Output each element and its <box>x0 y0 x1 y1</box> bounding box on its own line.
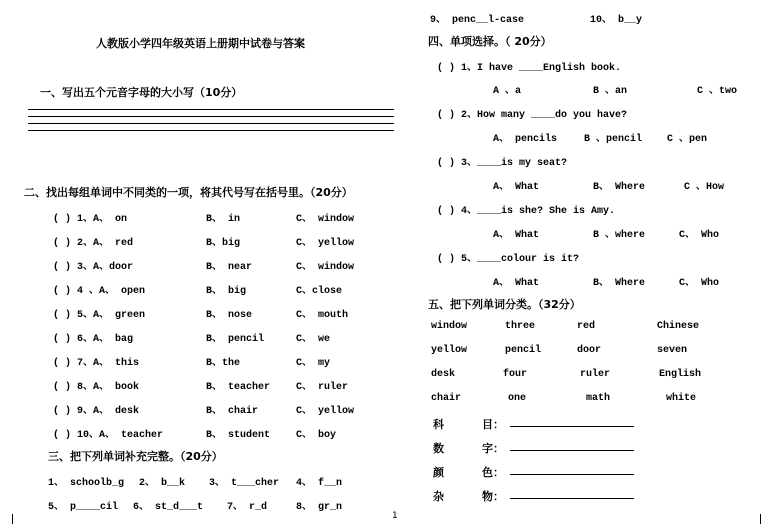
fill-item-8: 8、 gr_n <box>296 502 343 513</box>
mc-q5-option-c: C、 Who <box>679 278 720 289</box>
s2-row-4-prompt: ( ) 4 、A、 open <box>53 286 146 297</box>
s2-row-4-c: C、close <box>296 286 343 297</box>
s2-row-10-b: B、 student <box>206 430 271 441</box>
s2-row-1-c: C、 window <box>296 214 355 225</box>
s2-row-6-prompt: ( ) 6、A、 bag <box>53 334 134 345</box>
category-answer-line <box>510 498 634 499</box>
mc-question-3: ( ) 3、____is my seat? <box>437 158 568 169</box>
fill-item-9: 9、 penc__l-case <box>430 15 525 26</box>
s2-row-1-b: B、 in <box>206 214 241 225</box>
s2-row-10-prompt: ( ) 10、A、 teacher <box>53 430 164 441</box>
answer-line <box>28 130 394 131</box>
answer-line <box>28 116 394 117</box>
mc-q3-option-c: C 、How <box>684 182 725 193</box>
classify-word: white <box>666 393 697 404</box>
page-corner-mark <box>12 514 13 524</box>
mc-q4-option-c: C、 Who <box>679 230 720 241</box>
mc-q1-option-a: A 、a <box>493 86 522 97</box>
s2-row-6-c: C、 we <box>296 334 331 345</box>
classify-word: door <box>577 345 602 356</box>
fill-item-3: 3、 t___cher <box>209 478 280 489</box>
s2-row-5-c: C、 mouth <box>296 310 349 321</box>
s2-row-7-prompt: ( ) 7、A、 this <box>53 358 140 369</box>
classify-word: ruler <box>580 369 611 380</box>
fill-item-1: 1、 schoolb_g <box>48 478 125 489</box>
category-label-number-b: 字： <box>482 442 504 455</box>
mc-q4-option-b: B 、where <box>593 230 646 241</box>
s2-row-8-c: C、 ruler <box>296 382 349 393</box>
category-label-color-b: 色： <box>482 466 504 479</box>
section3-heading: 三、把下列单词补充完整。（20分） <box>48 450 223 463</box>
category-answer-line <box>510 450 634 451</box>
mc-question-1: ( ) 1、I have ____English book. <box>437 63 622 74</box>
classify-word: math <box>586 393 611 404</box>
classify-word: chair <box>431 393 462 404</box>
category-label-subject-a: 科 <box>433 418 444 431</box>
s2-row-7-b: B、the <box>206 358 241 369</box>
category-answer-line <box>510 426 634 427</box>
classify-word: desk <box>431 369 456 380</box>
fill-item-4: 4、 f__n <box>296 478 343 489</box>
s2-row-2-b: B、big <box>206 238 241 249</box>
s2-row-7-c: C、 my <box>296 358 331 369</box>
s2-row-9-b: B、 chair <box>206 406 259 417</box>
category-label-number-a: 数 <box>433 442 444 455</box>
category-label-color-a: 颜 <box>433 466 444 479</box>
fill-item-2: 2、 b__k <box>139 478 186 489</box>
fill-item-6: 6、 st_d___t <box>133 502 204 513</box>
s2-row-3-c: C、 window <box>296 262 355 273</box>
s2-row-4-b: B、 big <box>206 286 247 297</box>
mc-q1-option-b: B 、an <box>593 86 628 97</box>
mc-q2-option-c: C 、pen <box>667 134 708 145</box>
s2-row-1-prompt: ( ) 1、A、 on <box>53 214 128 225</box>
classify-word: seven <box>657 345 688 356</box>
mc-question-5: ( ) 5、____colour is it? <box>437 254 580 265</box>
mc-q1-option-c: C 、two <box>697 86 738 97</box>
mc-question-2: ( ) 2、How many ____do you have? <box>437 110 628 121</box>
section2-heading: 二、找出每组单词中不同类的一项，将其代号写在括号里。（20分） <box>24 186 353 199</box>
classify-word: yellow <box>431 345 468 356</box>
category-label-misc-a: 杂 <box>433 490 444 503</box>
s2-row-2-prompt: ( ) 2、A、 red <box>53 238 134 249</box>
mc-q3-option-a: A、 What <box>493 182 540 193</box>
page-title: 人教版小学四年级英语上册期中试卷与答案 <box>96 37 305 50</box>
s2-row-3-b: B、 near <box>206 262 253 273</box>
page-corner-mark <box>760 514 761 524</box>
section1-heading: 一、写出五个元音字母的大小写（10分） <box>40 86 243 99</box>
mc-question-4: ( ) 4、____is she? She is Amy. <box>437 206 616 217</box>
mc-q2-option-b: B 、pencil <box>584 134 643 145</box>
s2-row-9-c: C、 yellow <box>296 406 355 417</box>
mc-q3-option-b: B、 Where <box>593 182 646 193</box>
classify-word: window <box>431 321 468 332</box>
classify-word: pencil <box>505 345 542 356</box>
classify-word: Chinese <box>657 321 700 332</box>
category-label-subject-b: 目： <box>482 418 504 431</box>
category-label-misc-b: 物： <box>482 490 504 503</box>
answer-line <box>28 109 394 110</box>
answer-line <box>28 123 394 124</box>
classify-word: four <box>503 369 528 380</box>
s2-row-5-prompt: ( ) 5、A、 green <box>53 310 146 321</box>
classify-word: red <box>577 321 596 332</box>
classify-word: English <box>659 369 702 380</box>
s2-row-10-c: C、 boy <box>296 430 337 441</box>
mc-q2-option-a: A、 pencils <box>493 134 558 145</box>
fill-item-10: 10、 b__y <box>590 15 643 26</box>
mc-q5-option-a: A、 What <box>493 278 540 289</box>
mc-q4-option-a: A、 What <box>493 230 540 241</box>
fill-item-7: 7、 r_d <box>227 502 268 513</box>
section5-heading: 五、把下列单词分类。（32分） <box>428 298 581 311</box>
fill-item-5: 5、 p____cil <box>48 502 119 513</box>
s2-row-5-b: B、 nose <box>206 310 253 321</box>
s2-row-9-prompt: ( ) 9、A、 desk <box>53 406 140 417</box>
s2-row-8-b: B、 teacher <box>206 382 271 393</box>
s2-row-2-c: C、 yellow <box>296 238 355 249</box>
section4-heading: 四、单项选择。（ 20分） <box>428 35 552 48</box>
s2-row-6-b: B、 pencil <box>206 334 265 345</box>
category-answer-line <box>510 474 634 475</box>
page-number: 1 <box>392 511 398 521</box>
s2-row-3-prompt: ( ) 3、A、door <box>53 262 134 273</box>
s2-row-8-prompt: ( ) 8、A、 book <box>53 382 140 393</box>
mc-q5-option-b: B、 Where <box>593 278 646 289</box>
classify-word: one <box>508 393 527 404</box>
classify-word: three <box>505 321 536 332</box>
